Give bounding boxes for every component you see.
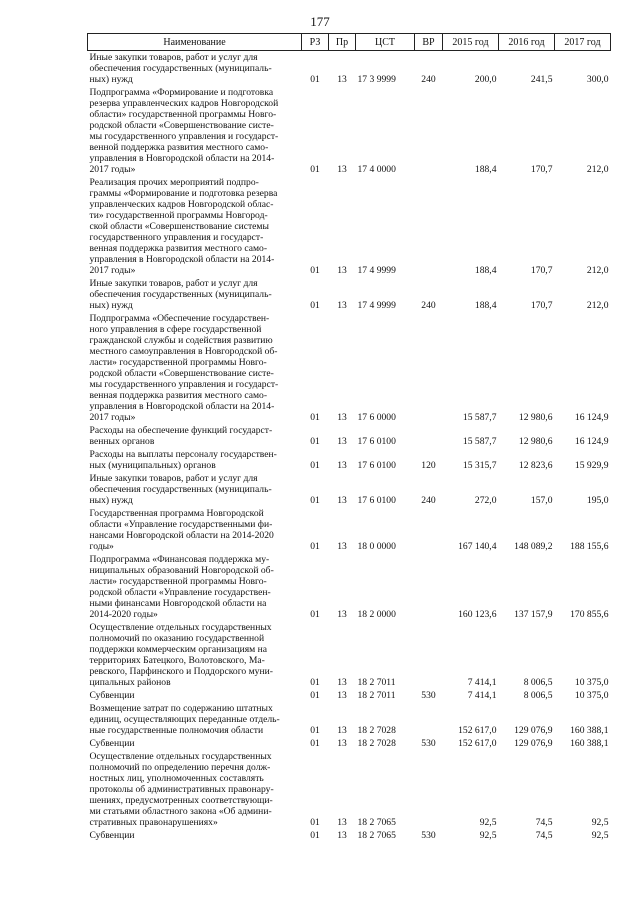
table-row	[88, 51, 611, 87]
row-2017-cell: 212,0	[586, 164, 609, 175]
row-name-line: ного управления в сфере государственной	[89, 324, 262, 335]
row-name-line: обеспечения государственных (муниципаль-	[89, 484, 272, 495]
row-name-cell	[88, 507, 302, 553]
row-name-line: Осуществление отдельных государственных	[89, 622, 272, 633]
row-name-line: управленческих кадров Новгородской облас-	[89, 199, 274, 210]
row-rz-cell: 01	[310, 300, 320, 311]
column-header-2015: 2015 год	[443, 34, 499, 51]
row-2015-cell: 200,0	[474, 74, 497, 85]
row-name-line: родской области «Совершенствование систе-	[89, 368, 274, 379]
row-name-line: Субвенции	[89, 690, 135, 701]
row-2015-cell: 188,4	[474, 300, 497, 311]
row-name-line: полномочий по определению перечня долж-	[89, 762, 271, 773]
row-cst-cell: 17 6 0100	[357, 495, 396, 506]
row-cst-cell: 18 2 0000	[357, 609, 396, 620]
row-2015-cell: 188,4	[474, 164, 497, 175]
row-rz-cell: 01	[310, 265, 320, 276]
table-row	[88, 702, 611, 737]
page-number: 177	[310, 14, 330, 29]
row-name-cell	[88, 277, 302, 312]
row-rz-cell: 01	[310, 725, 320, 736]
row-name-line: ных (муниципальных) органов	[89, 460, 216, 471]
row-name-line: ской области «Совершенствование системы	[89, 221, 269, 232]
row-2016-cell: 74,5	[535, 830, 553, 841]
row-name-line: единиц, осуществляющих переданные отдель-	[89, 714, 280, 725]
row-2015-cell: 15 587,7	[462, 412, 497, 423]
row-2015-cell: 15 587,7	[462, 436, 497, 447]
row-2017-cell: 195,0	[586, 495, 609, 506]
row-pr-cell: 13	[337, 725, 347, 736]
row-name-line: местного самоуправления в Новгородской об-	[89, 346, 278, 357]
row-2016-cell: 12 823,6	[518, 460, 553, 471]
table-row	[88, 472, 611, 507]
row-pr-cell: 13	[337, 460, 347, 471]
row-name-line: Субвенции	[89, 738, 135, 749]
row-2016-cell: 148 089,2	[514, 541, 553, 552]
row-name-line: резерва управленческих кадров Новгородской	[89, 98, 279, 109]
row-2017-cell: 16 124,9	[574, 436, 609, 447]
row-name-line: Реализация прочих мероприятий подпро-	[89, 177, 259, 188]
row-cst-cell: 17 6 0100	[357, 460, 396, 471]
row-pr-cell: 13	[337, 677, 347, 688]
row-name-line: ми статьями областного закона «Об админи-	[89, 806, 272, 817]
row-rz-cell: 01	[310, 609, 320, 620]
row-name-line: ными финансами Новгородской области на	[89, 598, 267, 609]
row-name-line: государственного управления и государст-	[89, 232, 264, 243]
row-name-line: Субвенции	[89, 830, 135, 841]
row-rz-cell: 01	[310, 738, 320, 749]
row-name-cell	[88, 737, 302, 750]
row-vr-cell	[415, 750, 443, 829]
row-2017-cell: 188 155,6	[570, 541, 609, 552]
row-cst-cell: 18 2 7028	[357, 738, 396, 749]
row-vr-cell	[415, 621, 443, 689]
row-pr-cell: 13	[337, 164, 347, 175]
row-name-line: ных) нужд	[89, 74, 133, 85]
row-name-line: обеспечения государственных (муниципаль-	[89, 63, 272, 74]
row-name-line: нансами Новгородской области на 2014-2020	[89, 530, 274, 541]
row-2015-cell: 92,5	[479, 817, 497, 828]
row-cst-cell: 18 2 7011	[357, 677, 396, 688]
row-vr-cell	[415, 553, 443, 621]
row-name-line: ципальных районов	[89, 677, 171, 688]
row-name-line: территориях Батецкого, Волотовского, Ма-	[89, 655, 265, 666]
row-2016-cell: 157,0	[530, 495, 553, 506]
table-row	[88, 750, 611, 829]
row-2015-cell: 7 414,1	[467, 690, 497, 701]
row-pr-cell: 13	[337, 817, 347, 828]
row-name-line: ных) нужд	[89, 495, 133, 506]
table-row	[88, 176, 611, 277]
row-vr-cell	[415, 702, 443, 737]
table-row	[88, 621, 611, 689]
row-name-line: управления в Новгородской области на 2014-	[89, 254, 275, 265]
row-cst-cell: 17 6 0000	[357, 412, 396, 423]
row-2015-cell: 92,5	[479, 830, 497, 841]
row-name-line: Подпрограмма «Обеспечение государствен-	[89, 313, 270, 324]
column-header-name: Наименование	[88, 34, 302, 51]
row-name-line: ностных лиц, уполномоченных составлять	[89, 773, 264, 784]
row-2016-cell: 12 980,6	[518, 412, 553, 423]
row-2015-cell: 15 315,7	[462, 460, 497, 471]
row-2015-cell: 167 140,4	[458, 541, 497, 552]
row-name-line: гражданской службы и содействия развитию	[89, 335, 273, 346]
row-name-cell	[88, 702, 302, 737]
row-2017-cell: 92,5	[591, 830, 609, 841]
row-cst-cell: 17 4 0000	[357, 164, 396, 175]
row-2015-cell: 272,0	[474, 495, 497, 506]
row-vr-cell: 240	[421, 74, 436, 85]
row-name-line: Иные закупки товаров, работ и услуг для	[89, 278, 258, 289]
row-2017-cell: 300,0	[586, 74, 609, 85]
row-name-line: венных органов	[89, 436, 155, 447]
row-name-line: Иные закупки товаров, работ и услуг для	[89, 52, 258, 63]
row-name-line: Подпрограмма «Формирование и подготовка	[89, 87, 274, 98]
row-name-line: мы государственного управления и государст-	[89, 131, 279, 142]
row-vr-cell: 240	[421, 495, 436, 506]
row-pr-cell: 13	[337, 412, 347, 423]
row-rz-cell: 01	[310, 164, 320, 175]
row-vr-cell: 530	[421, 830, 436, 841]
row-pr-cell: 13	[337, 436, 347, 447]
row-cst-cell: 17 4 9999	[357, 300, 396, 311]
row-2016-cell: 241,5	[530, 74, 553, 85]
row-name-line: области «Управление государственными фи-	[89, 519, 273, 530]
row-name-cell	[88, 448, 302, 472]
row-name-cell	[88, 86, 302, 176]
row-2016-cell: 74,5	[535, 817, 553, 828]
row-cst-cell: 18 2 7028	[357, 725, 396, 736]
row-name-line: Иные закупки товаров, работ и услуг для	[89, 473, 258, 484]
row-rz-cell: 01	[310, 541, 320, 552]
row-pr-cell: 13	[337, 738, 347, 749]
row-pr-cell: 13	[337, 830, 347, 841]
column-header-rz: РЗ	[302, 34, 329, 51]
row-name-line: 2017 годы»	[89, 265, 136, 276]
row-name-cell	[88, 51, 302, 87]
row-name-line: обеспечения государственных (муниципаль-	[89, 289, 272, 300]
table-row	[88, 507, 611, 553]
row-2016-cell: 129 076,9	[514, 725, 553, 736]
row-name-line: стративных правонарушениях»	[89, 817, 218, 828]
row-name-line: 2014-2020 годы»	[89, 609, 158, 620]
row-pr-cell: 13	[337, 495, 347, 506]
row-pr-cell: 13	[337, 690, 347, 701]
row-name-line: полномочий по оказанию государственной	[89, 633, 265, 644]
table-row	[88, 86, 611, 176]
row-2016-cell: 170,7	[530, 300, 553, 311]
row-vr-cell	[415, 312, 443, 424]
row-name-cell	[88, 312, 302, 424]
row-vr-cell	[415, 507, 443, 553]
row-name-cell	[88, 689, 302, 702]
row-2016-cell: 137 157,9	[514, 609, 553, 620]
row-cst-cell: 17 3 9999	[357, 74, 396, 85]
row-2016-cell: 170,7	[530, 164, 553, 175]
row-2017-cell: 16 124,9	[574, 412, 609, 423]
row-name-line: ласти» государственной программы Новго-	[89, 576, 267, 587]
row-name-line: Подпрограмма «Финансовая поддержка му-	[89, 554, 270, 565]
row-2016-cell: 8 006,5	[523, 677, 553, 688]
row-vr-cell: 240	[421, 300, 436, 311]
row-name-line: венная поддержка развития местного само-	[89, 390, 268, 401]
row-2016-cell: 8 006,5	[523, 690, 553, 701]
row-rz-cell: 01	[310, 817, 320, 828]
row-name-line: Государственная программа Новгородской	[89, 508, 264, 519]
row-rz-cell: 01	[310, 830, 320, 841]
row-name-line: поддержки коммерческим организациям на	[89, 644, 268, 655]
row-name-line: родской области «Совершенствование систе-	[89, 120, 274, 131]
row-vr-cell	[415, 176, 443, 277]
row-2016-cell: 129 076,9	[514, 738, 553, 749]
row-2015-cell: 152 617,0	[458, 725, 497, 736]
row-rz-cell: 01	[310, 74, 320, 85]
row-2015-cell: 188,4	[474, 265, 497, 276]
row-rz-cell: 01	[310, 412, 320, 423]
row-name-line: венной поддержка развития местного само-	[89, 142, 269, 153]
row-pr-cell: 13	[337, 74, 347, 85]
row-name-cell	[88, 424, 302, 448]
column-header-pr: Пр	[329, 34, 356, 51]
row-vr-cell: 120	[421, 460, 436, 471]
row-vr-cell: 530	[421, 690, 436, 701]
row-rz-cell: 01	[310, 677, 320, 688]
row-name-line: управления в Новгородской области на 2014-	[89, 401, 275, 412]
table-row	[88, 553, 611, 621]
row-name-line: Расходы на обеспечение функций государст-	[89, 425, 273, 436]
row-2017-cell: 212,0	[586, 300, 609, 311]
table-row	[88, 829, 611, 842]
row-rz-cell: 01	[310, 436, 320, 447]
row-name-line: ревского, Парфинского и Поддорского муни-	[89, 666, 273, 677]
row-name-line: области» государственной программы Новго-	[89, 109, 277, 120]
row-name-cell	[88, 553, 302, 621]
row-2015-cell: 152 617,0	[458, 738, 497, 749]
row-vr-cell	[415, 424, 443, 448]
table-row	[88, 277, 611, 312]
row-2017-cell: 10 375,0	[574, 677, 609, 688]
row-name-line: шениях, предусмотренных соответствующи-	[89, 795, 273, 806]
row-cst-cell: 17 4 9999	[357, 265, 396, 276]
row-name-line: мы государственного управления и государст-	[89, 379, 279, 390]
row-rz-cell: 01	[310, 460, 320, 471]
row-pr-cell: 13	[337, 541, 347, 552]
row-name-line: Возмещение затрат по содержанию штатных	[89, 703, 273, 714]
row-2016-cell: 12 980,6	[518, 436, 553, 447]
row-name-line: 2017 годы»	[89, 412, 136, 423]
row-cst-cell: 17 6 0100	[357, 436, 396, 447]
table-body	[88, 51, 611, 843]
row-name-line: годы»	[89, 541, 114, 552]
row-name-cell	[88, 472, 302, 507]
row-pr-cell: 13	[337, 265, 347, 276]
row-cst-cell: 18 2 7065	[357, 830, 396, 841]
row-name-line: ниципальных образований Новгородской об-	[89, 565, 274, 576]
column-header-2017: 2017 год	[555, 34, 611, 51]
row-pr-cell: 13	[337, 609, 347, 620]
row-name-line: родской области «Управление государствен-	[89, 587, 271, 598]
row-name-line: управления в Новгородской области на 2014-	[89, 153, 275, 164]
table-row	[88, 312, 611, 424]
row-2017-cell: 212,0	[586, 265, 609, 276]
table-row	[88, 424, 611, 448]
row-name-line: ные государственные полномочия области	[89, 725, 264, 736]
table-row	[88, 448, 611, 472]
row-2016-cell: 170,7	[530, 265, 553, 276]
row-name-line: граммы «Формирование и подготовка резерва	[89, 188, 278, 199]
row-pr-cell: 13	[337, 300, 347, 311]
table-header-row	[88, 34, 611, 51]
column-header-cst: ЦСТ	[356, 34, 415, 51]
row-name-line: Осуществление отдельных государственных	[89, 751, 272, 762]
row-2015-cell: 7 414,1	[467, 677, 497, 688]
row-2017-cell: 92,5	[591, 817, 609, 828]
row-name-line: протоколы об административных правонару-	[89, 784, 274, 795]
row-2017-cell: 160 388,1	[570, 725, 609, 736]
column-header-vr: ВР	[415, 34, 443, 51]
row-2015-cell: 160 123,6	[458, 609, 497, 620]
row-vr-cell: 530	[421, 738, 436, 749]
budget-table	[87, 33, 611, 842]
row-name-line: ных) нужд	[89, 300, 133, 311]
row-name-line: венная поддержка развития местного само-	[89, 243, 268, 254]
row-name-cell	[88, 829, 302, 842]
column-header-2016: 2016 год	[499, 34, 555, 51]
row-name-line: Расходы на выплаты персоналу государствен-	[89, 449, 277, 460]
row-2017-cell: 160 388,1	[570, 738, 609, 749]
row-cst-cell: 18 2 7065	[357, 817, 396, 828]
row-cst-cell: 18 2 7011	[357, 690, 396, 701]
row-name-cell	[88, 621, 302, 689]
row-name-cell	[88, 750, 302, 829]
row-cst-cell: 18 0 0000	[357, 541, 396, 552]
row-name-cell	[88, 176, 302, 277]
row-2017-cell: 10 375,0	[574, 690, 609, 701]
row-name-line: ти» государственной программы Новгород-	[89, 210, 268, 221]
table-row	[88, 737, 611, 750]
row-2017-cell: 170 855,6	[570, 609, 609, 620]
row-name-line: ласти» государственной программы Новго-	[89, 357, 267, 368]
row-rz-cell: 01	[310, 690, 320, 701]
row-vr-cell	[415, 86, 443, 176]
row-2017-cell: 15 929,9	[574, 460, 609, 471]
row-name-line: 2017 годы»	[89, 164, 136, 175]
table-row	[88, 689, 611, 702]
row-rz-cell: 01	[310, 495, 320, 506]
